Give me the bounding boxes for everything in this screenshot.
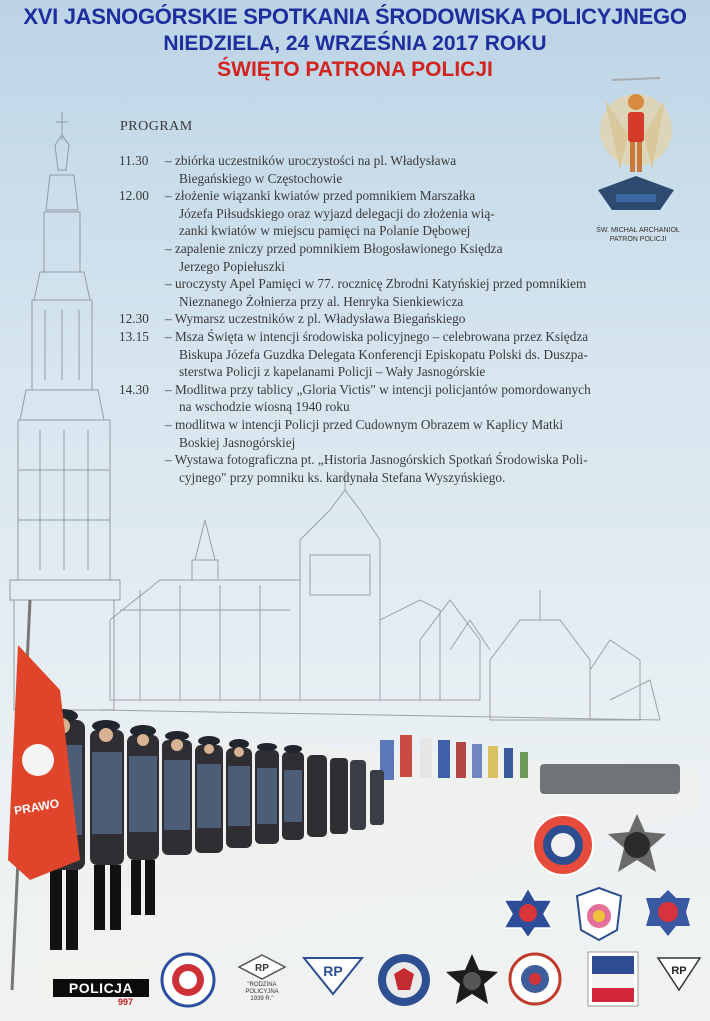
rainbow-emblem-icon [573,886,625,942]
title-line-3: ŚWIĘTO PATRONA POLICJI [217,58,493,81]
police-star-icon [604,812,670,878]
rp-diamond-icon [237,954,287,980]
rp-small-shield-icon [656,956,702,992]
program-item [119,240,689,275]
program-item [119,310,689,328]
rodzina-policyjna-caption [230,982,294,1003]
policja-logo: POLICJA [53,979,149,997]
patron-caption [588,226,688,244]
program-line: Józefa Piłsudskiego oraz wyjazd delegacji do złożenia wią- [179,205,495,221]
program-time: 11.30 [119,153,149,168]
program-time: 14.30 [119,381,149,397]
program-item [119,416,689,451]
program-time: 12.30 [119,311,149,327]
program-time [119,451,165,486]
program-time [119,416,165,451]
circular-emblem-icon [160,952,216,1008]
program-time [119,240,165,275]
svg-text:RP: RP [671,965,687,977]
program-item [119,152,689,187]
program-line: – Modlitwa przy tablicy „Gloria Victis" w intencji policjantów pomordowanych [165,381,591,397]
association-badge-icon [500,886,556,940]
program-item [119,275,689,310]
shield-badge-icon [642,888,694,938]
eagle-emblem-icon [376,952,432,1008]
svg-text:RP: RP [255,963,269,974]
program-line: – Wymarsz uczestników z pl. Władysława Biegańskiego [165,311,466,327]
city-buildings [100,470,660,720]
program-line: Boskiej Jasnogórskiej [179,434,296,450]
rp-shield-icon [302,956,364,996]
program-time [119,275,165,310]
program-item [119,328,689,381]
program-line: – uroczysty Apel Pamięci w 77. rocznicę Zbrodni Katyńskiej przed pomnikiem [165,276,587,292]
seal-emblem-icon [508,952,562,1006]
program-line: na wschodzie wiosną 1940 roku [179,399,350,415]
program-line: – modlitwa w intencji Policji przed Cudownym Obrazem w Kaplicy Matki [165,416,564,432]
program-line: cyjnego" przy pomniku ks. kardynała Stefana Wyszyńskiego. [179,469,506,485]
program-heading: PROGRAM [120,119,193,134]
caption-line: POLICYJNA [245,989,279,995]
caption-line: "RODZINA [247,982,277,988]
program-line: sterstwa Policji z kapelanami Policji – Wały Jasnogórskie [179,364,486,380]
program-line: – zbiórka uczestników uroczystości na pl. Władysława [165,153,457,168]
program-time: 12.00 [119,188,149,204]
program-list [119,152,689,486]
program-line: zanki kwiatów w miejscu pamięci na Polanie Dębowej [179,223,471,239]
program-line: – Wystawa fotograficzna pt. „Historia Jasnogórskich Spotkań Środowiska Poli- [165,452,588,468]
flag-emblem-icon [586,950,640,1008]
program-item [119,451,689,486]
nszzp-badge-icon [530,812,596,878]
program-line: Jerzego Popiełuszki [179,258,285,274]
program-item [119,381,689,416]
title-line-2: NIEDZIELA, 24 WRZEŚNIA 2017 ROKU [163,32,547,55]
program-line: Nieznanego Żołnierza przy al. Henryka Sienkiewicza [179,293,464,309]
title-line-1: XVI JASNOGÓRSKIE SPOTKANIA ŚRODOWISKA POLICYJNEGO [23,4,687,29]
patron-caption-line: PATRON POLICJI [609,236,667,243]
jasna-gora-tower [10,112,120,710]
caption-line: 1939 R." [250,996,274,1002]
program-line: – złożenie wiązanki kwiatów przed pomnikiem Marszałka [165,188,476,204]
svg-text:RP: RP [323,963,343,979]
police-badge-star-icon [444,952,500,1008]
program-line: – zapalenie zniczy przed pomnikiem Błogosławionego Księdza [165,240,503,256]
program-line: Biskupa Józefa Guzdka Delegata Konferencji Episkopatu Polski ds. Duszpa- [179,346,588,362]
program-line: Biegańskiego w Częstochowie [179,170,343,186]
program-time: 13.15 [119,328,149,344]
flag-text: PRAWO [13,796,61,818]
patron-caption-line: ŚW. MICHAŁ ARCHANIOŁ [596,227,680,234]
program-line: – Msza Święta w intencji środowiska policyjnego – celebrowana przez Księdza [165,328,589,344]
policja-number: 997 [118,997,134,1007]
